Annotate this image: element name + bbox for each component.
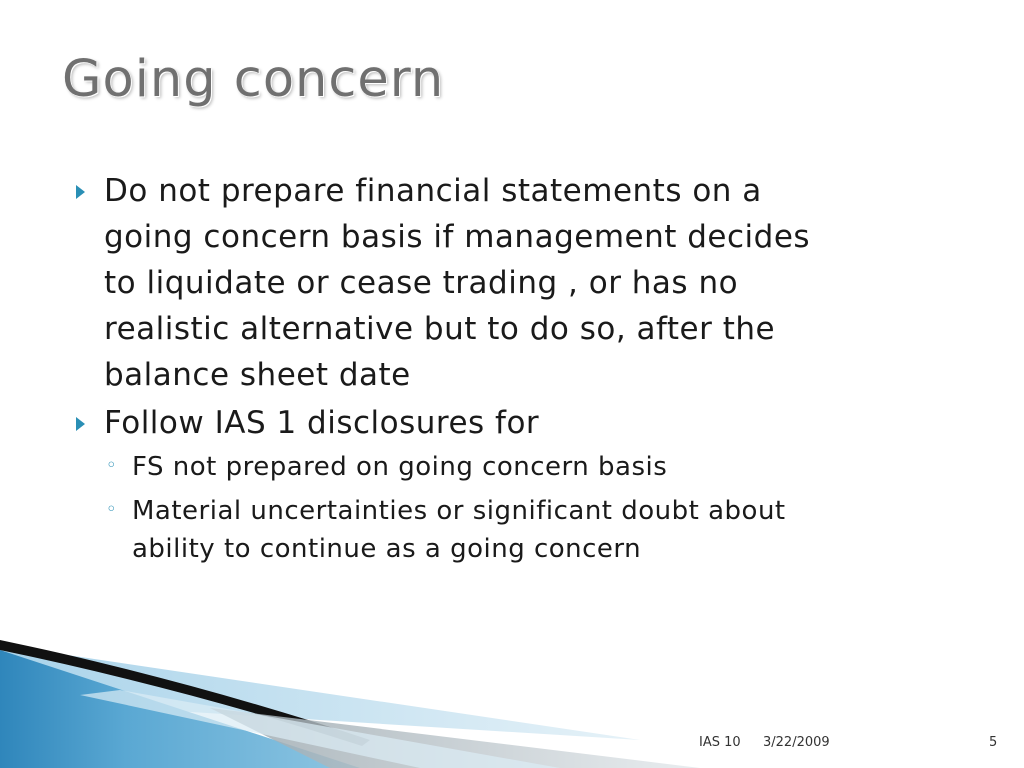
footer-label: IAS 10 bbox=[699, 735, 741, 750]
circle-bullet-icon: ◦ bbox=[106, 455, 118, 476]
bullet-text-line: balance sheet date bbox=[104, 357, 411, 393]
bullet-text-line: Follow IAS 1 disclosures for bbox=[104, 405, 540, 441]
triangle-bullet-icon bbox=[76, 185, 85, 199]
circle-bullet-icon: ◦ bbox=[106, 499, 118, 520]
sub-bullet-text-line: ability to continue as a going concern bbox=[132, 534, 642, 564]
sub-bullet-list bbox=[74, 448, 974, 568]
footer-date: 3/22/2009 bbox=[763, 735, 830, 750]
slide-number: 5 bbox=[989, 735, 998, 750]
sub-bullet-item bbox=[74, 448, 974, 486]
slide-title: Going concern bbox=[62, 50, 445, 109]
triangle-bullet-icon bbox=[76, 417, 85, 431]
bullet-list bbox=[74, 168, 974, 568]
sub-bullet-text-line: FS not prepared on going concern basis bbox=[132, 452, 668, 482]
bullet-text-line: going concern basis if management decides bbox=[104, 219, 811, 255]
sub-bullet-item bbox=[74, 492, 974, 568]
bullet-text-line: Do not prepare financial statements on a bbox=[104, 173, 762, 209]
bullet-text-line: realistic alternative but to do so, after the bbox=[104, 311, 776, 347]
bullet-item bbox=[74, 400, 974, 446]
bullet-text-line: to liquidate or cease trading , or has no bbox=[104, 265, 739, 301]
sub-bullet-text-line: Material uncertainties or significant doubt about bbox=[132, 496, 786, 526]
bullet-item bbox=[74, 168, 974, 398]
